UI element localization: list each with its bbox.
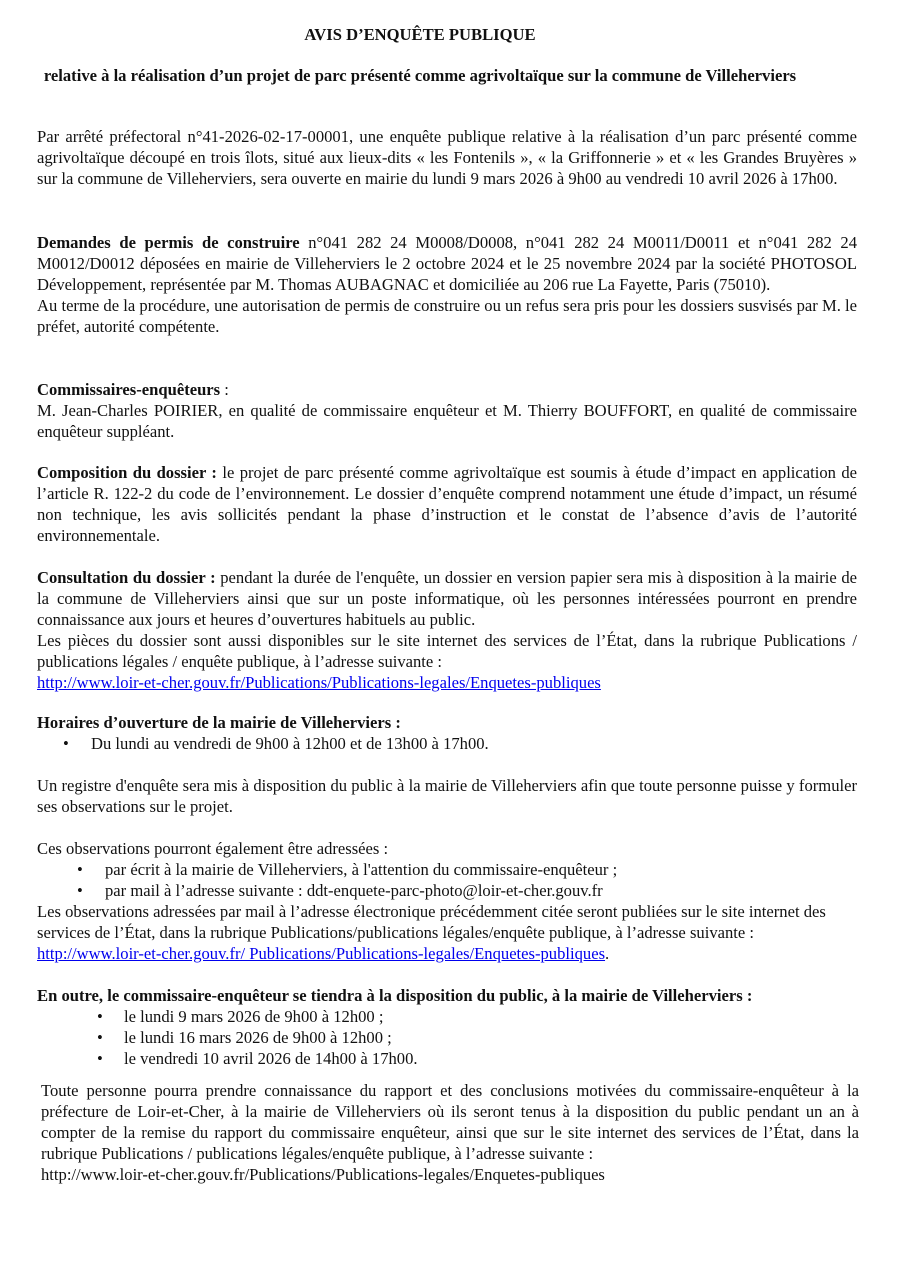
- consultation-section: [37, 567, 857, 693]
- horaires-list: [37, 733, 857, 754]
- list-item: • le lundi 9 mars 2026 de 9h00 à 12h00 ;: [97, 1007, 384, 1026]
- permis-text-2: Au terme de la procédure, une autorisation de permis de construire ou un refus sera pris pour les dossiers susvisés par M. le préfet, autorité compétente.: [37, 296, 857, 336]
- observations-text: Les observations adressées par mail à l’adresse électronique précédemment citée seront publiées sur le site internet des services de l’État, dans la rubrique Publications/publications légales/enquête publique, à l’adresse suivante :: [37, 902, 826, 942]
- document-subtitle: relative à la réalisation d’un projet de parc présenté comme agrivoltaïque sur la commune de Villeherviers: [43, 66, 797, 85]
- list-item: • le vendredi 10 avril 2026 de 14h00 à 17h00.: [97, 1049, 418, 1068]
- document-title: AVIS D’ENQUÊTE PUBLIQUE: [304, 25, 536, 44]
- composition-text: le projet de parc présenté comme agrivoltaïque est soumis à étude d’impact en application de l’article R. 122-2 du code de l’environnement. Le dossier d’enquête comprend notamment une étude d’impact, un résumé non technique, les avis sollicités pendant la phase d’instruction et le constat de l’absence d’avis de l’autorité environnementale.: [37, 463, 857, 545]
- registre-paragraph: Un registre d'enquête sera mis à disposition du public à la mairie de Villeherviers afin que toute personne puisse y formuler ses observations sur le projet.: [37, 776, 857, 816]
- observations-list: [37, 859, 857, 901]
- permis-heading: Demandes de permis de construire: [37, 233, 300, 252]
- bullet-icon: •: [97, 1007, 103, 1026]
- permanences-heading: En outre, le commissaire-enquêteur se tiendra à la disposition du public, à la mairie de Villeherviers :: [37, 986, 753, 1005]
- commissaires-section: Commissaires-enquêteurs : M. Jean-Charles POIRIER, en qualité de commissaire enquêteur et M. Thierry BOUFFORT, en qualité de commissaire enquêteur suppléant.: [37, 380, 857, 441]
- consultation-link[interactable]: http://www.loir-et-cher.gouv.fr/Publications/Publications-legales/Enquetes-publiques: [37, 673, 601, 692]
- observations-link[interactable]: http://www.loir-et-cher.gouv.fr/ Publications/Publications-legales/Enquetes-publiques: [37, 944, 606, 963]
- permis-section: [37, 232, 857, 337]
- conclusion-paragraph: Toute personne pourra prendre connaissance du rapport et des conclusions motivées du commissaire-enquêteur à la préfecture de Loir-et-Cher, à la mairie de Villeherviers où ils seront tenus à la disposition du public pendant un an à compter de la remise du rapport du commissaire enquêteur, ainsi que sur le site internet des services de l’État, dans la rubrique Publications / publications légales/enquête publique, à l’adresse suivante : http://www.loir-et-cher.gouv.fr/Publications/Publications-legales/Enquetes-publiques: [41, 1081, 859, 1184]
- horaires-heading: Horaires d’ouverture de la mairie de Villeherviers :: [37, 713, 401, 732]
- bullet-icon: •: [97, 1049, 103, 1068]
- consultation-heading: Consultation du dossier :: [37, 568, 216, 587]
- consultation-text-2: Les pièces du dossier sont aussi disponibles sur le site internet des services de l’État, dans la rubrique Publications / publications légales / enquête publique, à l’adresse suivante :: [37, 631, 857, 671]
- intro-paragraph: Par arrêté préfectoral n°41-2026-02-17-00001, une enquête publique relative à la réalisation d’un parc présenté comme agrivoltaïque découpé en trois îlots, situé aux lieux-dits « les Fontenils », « la Griffonnerie » et « les Grandes Bruyères » sur la commune de Villeherviers, sera ouverte en mairie du lundi 9 mars 2026 à 9h00 au vendredi 10 avril 2026 à 17h00.: [37, 127, 857, 188]
- composition-heading: Composition du dossier :: [37, 463, 217, 482]
- bullet-icon: •: [63, 734, 69, 753]
- bullet-icon: •: [77, 860, 83, 879]
- commissaires-heading: Commissaires-enquêteurs: [37, 380, 221, 399]
- list-item: • Du lundi au vendredi de 9h00 à 12h00 et de 13h00 à 17h00.: [63, 734, 489, 753]
- commissaires-text: M. Jean-Charles POIRIER, en qualité de commissaire enquêteur et M. Thierry BOUFFORT, en qualité de commissaire enquêteur suppléant.: [37, 401, 857, 441]
- horaires-section: [37, 712, 857, 754]
- observations-intro: Ces observations pourront également être adressées :: [37, 839, 389, 858]
- permanences-section: [37, 985, 857, 1069]
- list-item: • le lundi 16 mars 2026 de 9h00 à 12h00 ;: [97, 1028, 392, 1047]
- list-item: • par écrit à la mairie de Villeherviers, à l'attention du commissaire-enquêteur ;: [77, 860, 618, 879]
- permis-text: n°041 282 24 M0008/D0008, n°041 282 24 M0011/D0011 et n°041 282 24 M0012/D0012 déposées en mairie de Villeherviers le 2 octobre 2024 et le 25 novembre 2024 par la société PHOTOSOL Développement, représentée par M. Thomas AUBAGNAC et domiciliée au 206 rue La Fayette, Paris (75010).: [37, 233, 857, 294]
- bullet-icon: •: [77, 881, 83, 900]
- consultation-text: pendant la durée de l'enquête, un dossier en version papier sera mis à disposition à la mairie de la commune de Villeherviers ainsi que sur un poste informatique, où les personnes intéressées pourront en prendre connaissance aux jours et heures d’ouvertures habituels au public.: [37, 568, 858, 629]
- observations-section: Ces observations pourront également être adressées : • par écrit à la mairie de Villeherviers, à l'attention du commissaire-enquêteur ; • par mail à l’adresse suivante : ddt-enquete-parc-photo@loir-et-cher.gouv.fr Les observations adressées par mail à l’adresse électronique précédemment citée seront publiées sur le site internet des services de l’État, dans la rubrique Publications/publications légales/enquête publique, à l’adresse suivante : http://www.loir-et-cher.gouv.fr/ Publications/Publications-legales/Enquetes-publiques.: [37, 838, 857, 964]
- conclusion-url: http://www.loir-et-cher.gouv.fr/Publications/Publications-legales/Enquetes-publiques: [41, 1165, 605, 1184]
- permanences-list: [37, 1006, 857, 1069]
- bullet-icon: •: [97, 1028, 103, 1047]
- list-item: • par mail à l’adresse suivante : ddt-enquete-parc-photo@loir-et-cher.gouv.fr: [77, 881, 603, 900]
- composition-section: [37, 462, 857, 546]
